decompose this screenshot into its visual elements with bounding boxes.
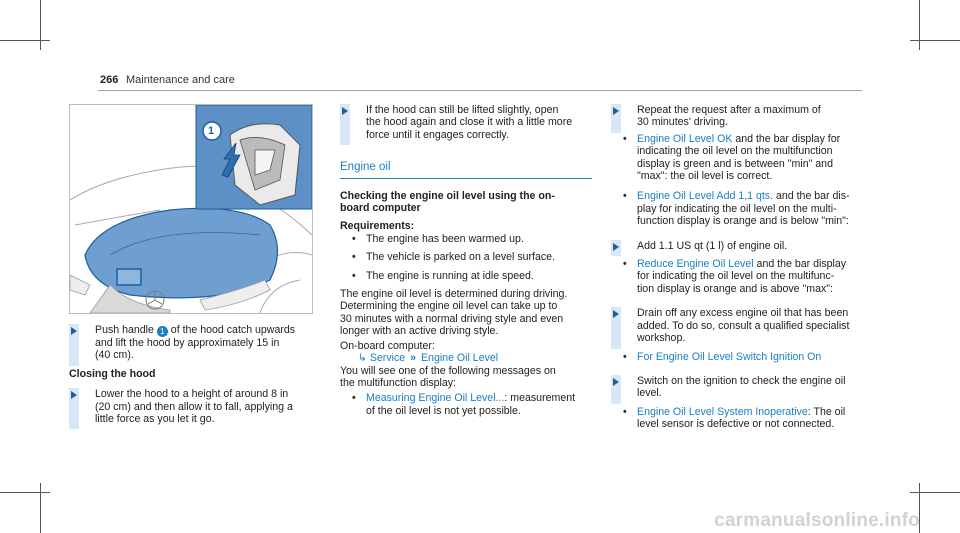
bullet: • — [623, 258, 627, 271]
text: the multifunction display: — [340, 376, 457, 389]
step-push-handle — [69, 324, 319, 362]
text: "max": the oil level is correct. — [637, 170, 773, 183]
text: level. — [637, 387, 662, 400]
oil-level-add-message: Engine Oil Level Add 1,1 qts. — [637, 190, 774, 203]
requirement-item — [340, 270, 592, 282]
step-arrow-icon — [71, 391, 77, 399]
bullet: • — [352, 251, 356, 264]
text: The engine has been warmed up. — [366, 232, 524, 245]
subsection-heading: Checking the engine oil level using the on- — [340, 189, 555, 202]
message-item — [611, 258, 863, 295]
hood-illustration — [69, 104, 313, 314]
page-number: 266 — [100, 74, 119, 86]
text: force until it engages correctly. — [366, 128, 509, 141]
header-rule — [98, 90, 862, 91]
text: 30 minutes' driving. — [637, 116, 728, 129]
crop-mark — [910, 492, 960, 493]
crop-mark — [910, 40, 960, 41]
step-arrow-icon — [613, 378, 619, 386]
text: : measurement — [504, 392, 576, 405]
menu-next-icon: » — [410, 352, 417, 365]
bullet: • — [623, 350, 627, 363]
step-arrow-icon — [613, 243, 619, 251]
text: and the bar display — [753, 258, 847, 271]
requirement-item — [340, 251, 592, 263]
section-title: Maintenance and care — [126, 74, 235, 86]
text: (40 cm). — [95, 349, 134, 362]
text: the hood again and close it with a little more — [366, 116, 573, 129]
text: : The oil — [807, 405, 846, 418]
car-front-drawing — [70, 105, 312, 313]
callout-1-icon: 1 — [157, 326, 168, 337]
text: Drain off any excess engine oil that has been — [637, 307, 849, 320]
message-item — [340, 392, 592, 417]
text: Switch on the ignition to check the engine oil — [637, 374, 846, 387]
bullet: • — [623, 132, 627, 145]
requirement-item — [340, 233, 592, 245]
text: Add 1.1 US qt (1 l) of engine oil. — [637, 239, 788, 252]
measuring-message: Measuring Engine Oil Level... — [366, 392, 505, 405]
text: tion display is orange and is above "max": — [637, 282, 833, 295]
text: If the hood can still be lifted slightly, open — [366, 104, 559, 116]
step-switch-ignition — [611, 375, 863, 400]
watermark: carmanualsonline.info — [714, 509, 920, 531]
text: Determining the engine oil level can take up to — [340, 300, 558, 313]
step-lower-hood — [69, 388, 319, 425]
text: added. To do so, consult a qualified specialist — [637, 319, 850, 332]
text: workshop. — [637, 332, 686, 345]
message-item — [611, 190, 863, 227]
menu-engine-oil-level-link[interactable]: Engine Oil Level — [420, 352, 499, 365]
text: little force as you let it go. — [95, 413, 215, 426]
text: display is green and is between "min" and — [637, 157, 833, 170]
bullet: • — [623, 190, 627, 203]
step-arrow-icon — [613, 310, 619, 318]
text: level sensor is defective or not connected. — [637, 418, 835, 431]
reduce-oil-level-message: Reduce Engine Oil Level — [637, 258, 754, 271]
menu-path — [340, 352, 592, 364]
switch-ignition-message: For Engine Oil Level Switch Ignition On — [637, 350, 822, 363]
text: and the bar dis- — [773, 190, 850, 203]
text: The engine is running at idle speed. — [366, 269, 534, 282]
column-3 — [611, 104, 863, 431]
text: (20 cm) and then allow it to fall, applying a — [95, 400, 293, 413]
engine-oil-heading: Engine oil — [340, 161, 391, 174]
closing-hood-heading: Closing the hood — [69, 367, 156, 380]
text: indicating the oil level on the multifunction — [637, 145, 833, 158]
text: You will see one of the following messages on — [340, 364, 556, 377]
onboard-computer-label: On-board computer: — [340, 339, 435, 352]
bullet: • — [623, 405, 627, 418]
text: function display is orange and is below "min": — [637, 215, 849, 228]
text: of the oil level is not yet possible. — [366, 404, 521, 417]
requirements-label: Requirements: — [340, 220, 415, 233]
message-item — [611, 133, 863, 183]
text: The engine oil level is determined during driving. — [340, 288, 568, 301]
message-item — [611, 406, 863, 431]
text: of the hood catch upwards — [167, 324, 296, 336]
menu-service-link[interactable]: Service — [369, 352, 406, 365]
step-arrow-icon — [613, 107, 619, 115]
step-add-oil — [611, 240, 863, 252]
text: Lower the hood to a height of around 8 in — [95, 388, 289, 401]
crop-mark — [919, 0, 920, 50]
step-reopen-hood — [340, 104, 592, 141]
text: and the bar display for — [732, 132, 841, 145]
column-1 — [69, 324, 319, 425]
step-arrow-icon — [71, 327, 77, 335]
step-arrow-icon — [342, 107, 348, 115]
bullet: • — [352, 269, 356, 282]
section-rule — [340, 178, 592, 179]
step-drain-oil — [611, 307, 863, 344]
text: Push handle — [95, 324, 157, 336]
crop-mark — [40, 483, 41, 533]
subsection-heading-cont: board computer — [340, 202, 421, 215]
illustration-callout-label: 1 — [208, 125, 215, 137]
crop-mark — [0, 492, 50, 493]
crop-mark — [40, 0, 41, 50]
text: The vehicle is parked on a level surface. — [366, 251, 556, 264]
column-2 — [340, 104, 592, 417]
handle-location-box — [117, 269, 141, 285]
text: play for indicating the oil level on the multi- — [637, 202, 837, 215]
text: Repeat the request after a maximum of — [637, 104, 821, 116]
system-inoperative-message: Engine Oil Level System Inoperative — [637, 405, 808, 418]
text: and lift the hood by approximately 15 in — [95, 337, 280, 349]
bullet: • — [352, 392, 356, 405]
text: 30 minutes with a normal driving style and even — [340, 312, 564, 325]
message-item — [611, 351, 863, 363]
text: longer with an active driving style. — [340, 325, 499, 338]
menu-enter-icon: ↳ — [358, 352, 367, 365]
crop-mark — [0, 40, 50, 41]
text: for indicating the oil level on the multifunc- — [637, 270, 835, 283]
bullet: • — [352, 232, 356, 245]
oil-level-ok-message: Engine Oil Level OK — [637, 132, 733, 145]
step-repeat-request — [611, 104, 863, 129]
